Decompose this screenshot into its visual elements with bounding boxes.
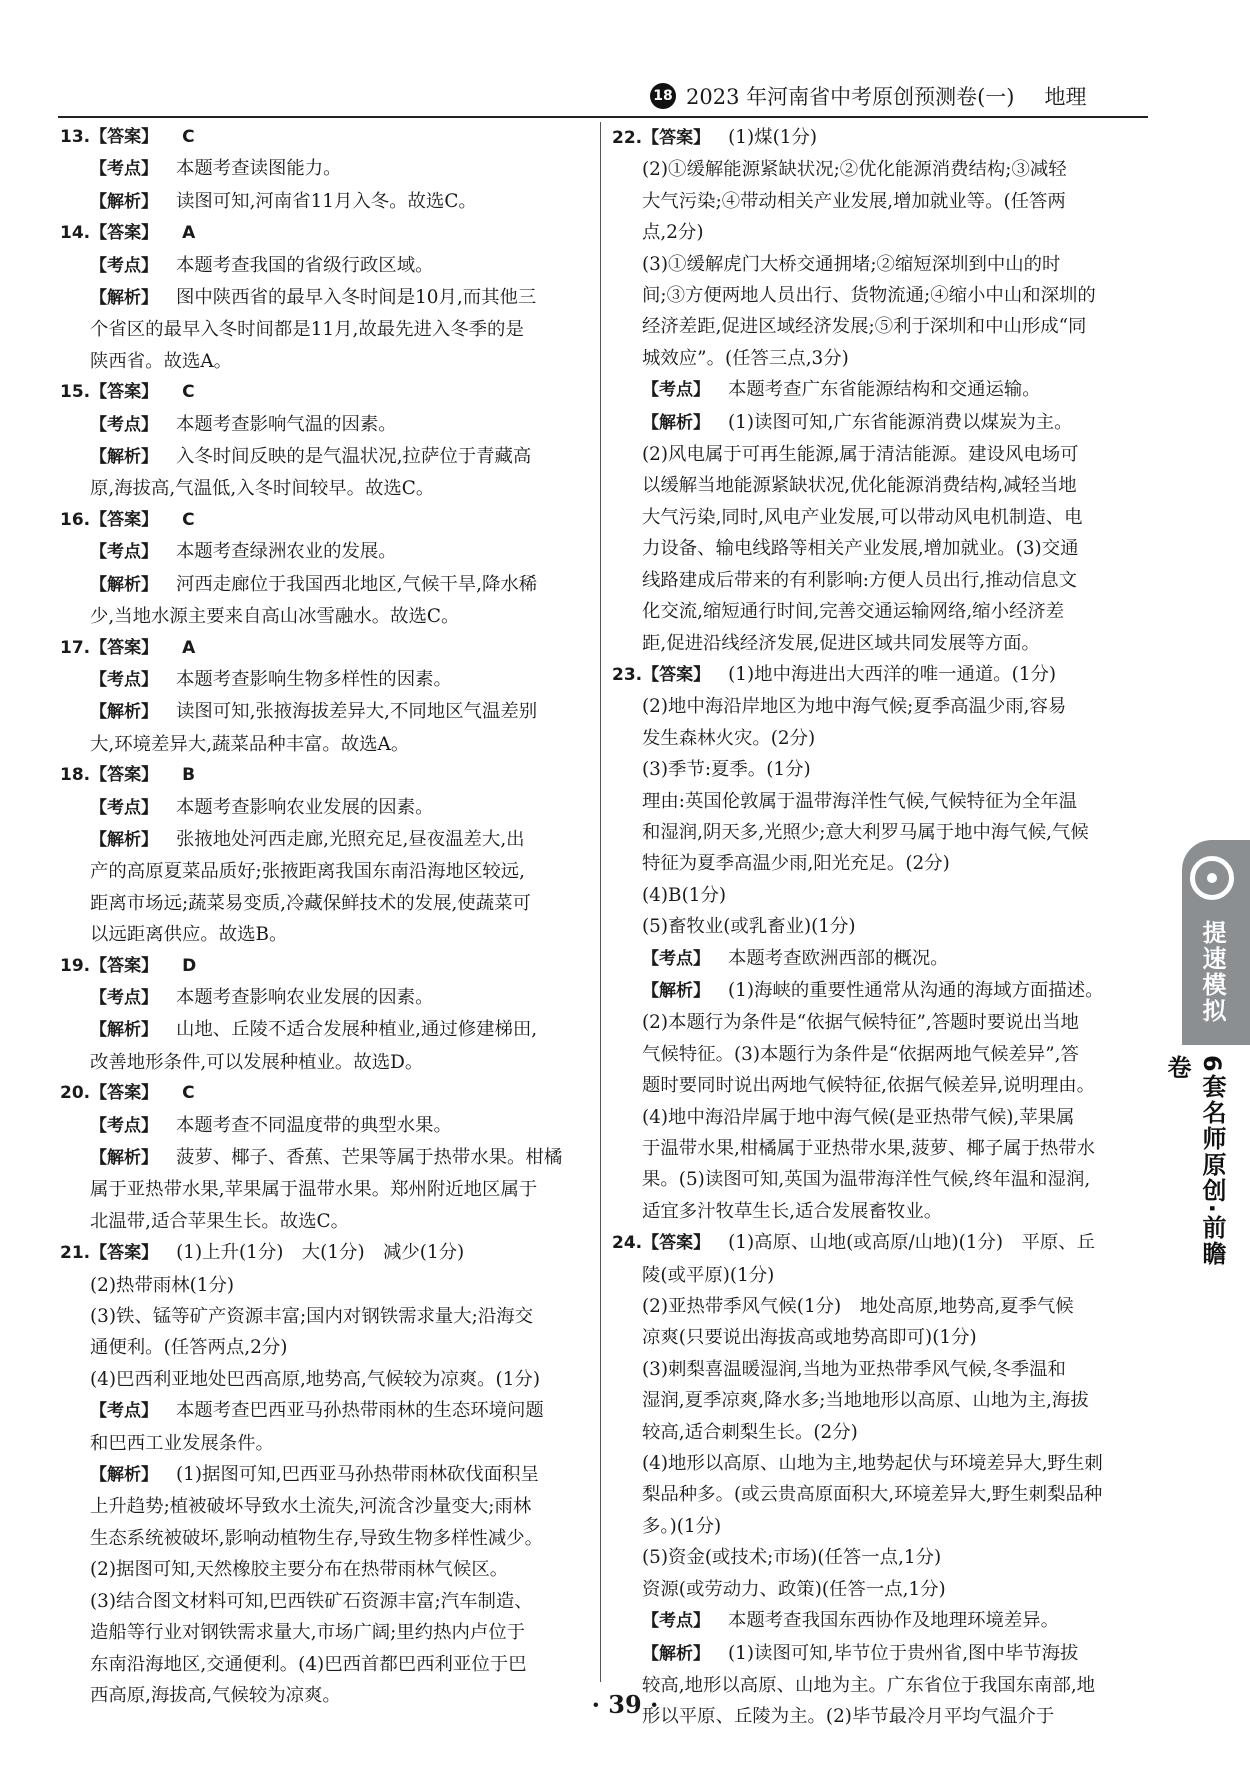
analysis-line: 少,当地水源主要来自高山冰雪融水。故选C。 [90,606,460,628]
answer-item [60,633,600,761]
point-row [60,982,600,1014]
answer-list-13-20 [60,122,600,1237]
analysis-text: 河西走廊位于我国西北地区,气候干旱,降水稀 [176,573,538,595]
point-text: 本题考查巴西亚马孙热带雨林的生态环境问题 [176,1400,544,1422]
text-line: 东南沿海地区,交通便利。(4)巴西首都巴西利亚位于巴 [90,1653,527,1675]
question-number: 24. [612,1233,643,1254]
side-tab-upper-text: 提速模拟 [1198,920,1226,1024]
text-line: 城效应”。(任答三点,3分) [642,347,849,369]
question-number: 20. [60,1083,91,1104]
analysis-text: 读图可知,河南省11月入冬。故选C。 [176,190,477,212]
answer-choice: D [182,955,197,976]
answer-label: 【答案】 [90,955,159,976]
analysis-label: 【解析】 [642,1643,710,1664]
answer-text: (1)煤(1分) [728,127,818,148]
answer-item [60,951,600,1079]
text-line: 梨品种多。(或云贵高原面积大,环境差异大,野生刺梨品种 [642,1484,1103,1506]
analysis-line: 改善地形条件,可以发展种植业。故选D。 [90,1051,424,1073]
analysis-line: 北温带,适合苹果生长。故选C。 [90,1210,349,1232]
point-label: 【考点】 [90,542,158,563]
analysis-row [60,1459,600,1491]
text-line: 造船等行业对钢铁需求量大,市场广阔;里约热内卢位于 [90,1622,526,1644]
text-line: 理由:英国伦敦属于温带海洋性气候,气候特征为全年温 [642,790,1078,812]
text-line: (3)结合图文材料可知,巴西铁矿石资源丰富;汽车制造、 [90,1590,533,1612]
point-label: 【考点】 [90,159,158,180]
point-text: 本题考查欧洲西部的概况。 [728,947,949,969]
answer-item [60,1078,600,1237]
text-line: 上升趋势;植被破坏导致水土流失,河流含沙量变大;雨林 [90,1496,532,1518]
analysis-label: 【解析】 [90,1148,158,1168]
text-line: 大气污染,同时,风电产业发展,可以带动风电机制造、电 [642,506,1083,528]
analysis-text: (1)海峡的重要性通常从沟通的海域方面描述。 [728,979,1104,1001]
question-number: 13. [60,127,91,147]
text-line: (3)铁、锰等矿产资源丰富;国内对钢铁需求量大;沿海交 [90,1306,534,1328]
text-line: 点,2分) [642,222,704,244]
text-line: (4)B(1分) [642,884,727,906]
answer-row [60,760,600,791]
analysis-row [60,824,600,856]
answer-choice: A [182,637,196,658]
question-number: 18. [60,765,91,786]
analysis-text: 山地、丘陵不适合发展种植业,通过修建梯田, [176,1019,538,1041]
analysis-text: 图中陕西省的最早入冬时间是10月,而其他三 [176,287,537,309]
point-label: 【考点】 [90,1401,158,1422]
text-line: (2)热带雨林(1分) [90,1274,235,1296]
text-line: 多。)(1分) [642,1515,722,1537]
analysis-row [60,1142,600,1174]
answer-item [60,122,600,218]
point-row [60,250,600,282]
point-label: 【考点】 [90,669,158,690]
analysis-text: (1)据图可知,巴西亚马孙热带雨林砍伐面积呈 [176,1464,539,1486]
analysis-lines [60,1491,600,1711]
question-number: 19. [60,955,91,976]
text-line: 题时要同时说出两地气候特征,依据气候差异,说明理由。 [642,1075,1096,1097]
text-line: 果。(5)读图可知,英国为温带海洋性气候,终年温和湿润, [642,1169,1091,1191]
text-line: 和巴西工业发展条件。 [90,1432,274,1454]
side-tab [1163,840,1250,1280]
header-title: 2023 年河南省中考原创预测卷(一) [686,85,1015,109]
analysis-label: 【解析】 [90,574,158,595]
text-line: 和湿润,阴天多,光照少;意大利罗马属于地中海气候,气候 [642,821,1089,843]
analysis-line: 原,海拔高,气温低,入冬时间较早。故选C。 [90,478,435,500]
text-line: (2)地中海沿岸地区为地中海气候;夏季高温少雨,容易 [642,696,1067,718]
point-row [60,664,600,696]
answer-label: 【答案】 [90,765,159,786]
text-line: (2)①缓解能源紧缺状况;②优化能源消费结构;③减轻 [642,159,1067,181]
analysis-lines [612,1007,1147,1227]
side-tab-upper [1182,840,1250,1045]
text-line: 大气污染;④带动相关产业发展,增加就业等。(任答两 [642,190,1066,212]
text-line: 适宜多汁牧草生长,适合发展畜牧业。 [642,1200,943,1222]
text-line: 发生森林火灾。(2分) [642,727,816,749]
answer-row [60,218,600,249]
point-row [60,409,600,441]
analysis-text: 张掖地处河西走廊,光照充足,昼夜温差大,出 [176,828,525,850]
text-line: 资源(或劳动力、政策)(任答一点,1分) [642,1578,946,1600]
answer-row [60,1078,600,1109]
point-label: 【考点】 [90,987,158,1008]
text-line: 湿润,夏季凉爽,降水多;当地地形以高原、山地为主,海拔 [642,1390,1089,1412]
page-header [650,78,1145,114]
question-21 [60,1237,600,1711]
answer-label: 【答案】 [90,382,159,403]
analysis-label: 【解析】 [642,412,710,433]
text-line: (3)季节:夏季。(1分) [642,759,811,781]
answer-text: (1)地中海进出大西洋的唯一通道。(1分) [728,663,1057,685]
text-line: (3)刺梨喜温暖湿润,当地为亚热带季风气候,冬季温和 [642,1358,1066,1380]
target-icon [1190,856,1234,900]
text-line: 距,促进沿线经济发展,促进区域共同发展等方面。 [642,632,1040,654]
answer-choice: C [182,509,195,530]
question-24 [612,1227,1147,1733]
page-number: · 39 · [591,1690,659,1719]
text-line: (5)畜牧业(或乳畜业)(1分) [642,916,856,938]
answer-choice: C [182,382,195,403]
point-text: 本题考查读图能力。 [176,158,342,180]
analysis-text: 菠萝、椰子、香蕉、芒果等属于热带水果。柑橘 [176,1147,563,1168]
answer-text: (1)上升(1分) 大(1分) 减少(1分) [176,1242,465,1264]
answer-label: 【答案】 [90,1243,159,1264]
analysis-row [60,1014,600,1046]
answer-choice: A [182,223,196,244]
point-text: 本题考查我国东西协作及地理环境差异。 [728,1610,1060,1632]
text-line: 以缓解当地能源紧缺状况,优化能源消费结构,减轻当地 [642,475,1077,497]
point-label: 【考点】 [642,380,710,401]
text-line: 力设备、输电线路等相关产业发展,增加就业。(3)交通 [642,538,1079,560]
answer-label: 【答案】 [90,1083,159,1104]
point-row [60,153,600,185]
answer-text: (1)高原、山地(或高原/山地)(1分) 平原、丘 [728,1232,1096,1254]
answer-item [60,505,600,633]
analysis-row [60,569,600,601]
analysis-label: 【解析】 [90,1465,158,1486]
answer-lines [612,1260,1147,1605]
point-row [612,943,1147,975]
text-line: 陵(或平原)(1分) [642,1264,775,1286]
point-lines [60,1428,600,1459]
analysis-label: 【解析】 [90,447,158,468]
header-rule [58,116,1148,118]
analysis-line: 以远距离供应。故选B。 [90,924,288,946]
header-subject: 地理 [1044,85,1087,109]
analysis-row [612,407,1147,439]
column-divider [600,122,601,1682]
answer-item [60,760,600,950]
analysis-line: 距离市场远;蔬菜易变质,冷藏保鲜技术的发展,使蔬菜可 [90,892,531,914]
answer-item [60,218,600,377]
analysis-lines [612,439,1147,659]
text-line: 气候特征。(3)本题行为条件是“依据两地气候差异”,答 [642,1043,1079,1065]
analysis-row [612,1638,1147,1670]
text-line: 生态系统被破坏,影响动植物生存,导致生物多样性减少。 [90,1527,544,1549]
text-line: (2)风电属于可再生能源,属于清洁能源。建设风电场可 [642,444,1079,466]
analysis-text: (1)读图可知,毕节位于贵州省,图中毕节海拔 [728,1642,1079,1664]
answer-label: 【答案】 [90,223,159,244]
question-number: 15. [60,382,91,403]
answer-label: 【答案】 [642,664,711,685]
point-text: 本题考查影响气温的因素。 [176,413,397,435]
question-23 [612,659,1147,1227]
question-number: 23. [612,664,643,685]
point-text: 本题考查不同温度带的典型水果。 [176,1114,452,1136]
text-line: (4)地中海沿岸属于地中海气候(是亚热带气候),苹果属 [642,1106,1075,1128]
analysis-line: 属于亚热带水果,苹果属于温带水果。郑州附近地区属于 [90,1179,538,1201]
answer-choice: C [182,127,195,147]
answer-lines [60,1270,600,1396]
answer-row [60,377,600,408]
answer-choice: B [182,765,196,786]
point-label: 【考点】 [90,414,158,435]
point-label: 【考点】 [642,948,710,969]
answer-row [612,659,1147,691]
question-number: 17. [60,637,91,658]
answer-lines [612,154,1147,374]
point-text: 本题考查影响生物多样性的因素。 [176,668,452,690]
point-row [612,1605,1147,1637]
answer-row [60,505,600,536]
analysis-row [60,282,600,314]
answer-row [60,122,600,153]
text-line: 经济差距,促进区域经济发展;⑤利于深圳和中山形成“同 [642,316,1087,338]
side-tab-lower-text: 6套名师原创·前瞻卷 [1163,1055,1226,1267]
left-column [60,122,600,1711]
answer-label: 【答案】 [90,127,159,147]
point-text: 本题考查广东省能源结构和交通运输。 [728,379,1041,401]
point-text: 本题考查影响农业发展的因素。 [176,986,434,1008]
question-number: 21. [60,1243,91,1264]
answer-lines [612,691,1147,942]
question-22 [612,122,1147,659]
analysis-label: 【解析】 [90,1020,158,1041]
point-row [60,1395,600,1427]
answer-choice: C [182,1083,195,1104]
answer-row [60,1237,600,1269]
text-line: 凉爽(只要说出海拔高或地势高即可)(1分) [642,1327,977,1349]
volume-badge: 18 [650,83,676,109]
text-line: (2)亚热带季风气候(1分) 地处高原,地势高,夏季气候 [642,1296,1074,1318]
text-line: 线路建成后带来的有利影响:方便人员出行,推动信息文 [642,569,1078,591]
point-label: 【考点】 [90,797,158,818]
analysis-line: 产的高原夏菜品质好;张掖距离我国东南沿海地区较远, [90,861,526,883]
text-line: 间;③方便两地人员出行、货物流通;④缩小中山和深圳的 [642,285,1096,307]
answer-label: 【答案】 [90,509,159,530]
analysis-text: 入冬时间反映的是气温状况,拉萨位于青藏高 [176,446,532,468]
point-text: 本题考查绿洲农业的发展。 [176,541,397,563]
answer-label: 【答案】 [642,128,711,148]
answer-row [60,633,600,664]
point-label: 【考点】 [642,1611,710,1632]
text-line: 通便利。(任答两点,2分) [90,1337,288,1359]
question-number: 14. [60,223,91,244]
text-line: (4)巴西利亚地处巴西高原,地势高,气候较为凉爽。(1分) [90,1368,540,1390]
analysis-label: 【解析】 [90,702,158,723]
analysis-row [60,186,600,218]
answer-row [60,951,600,982]
answer-item [60,377,600,505]
analysis-row [60,441,600,473]
text-line: 于温带水果,柑橘属于亚热带水果,菠萝、椰子属于热带水 [642,1138,1096,1159]
text-line: 西高原,海拔高,气候较为凉爽。 [90,1684,341,1706]
text-line: (2)据图可知,天然橡胶主要分布在热带雨林气候区。 [90,1559,509,1581]
point-text: 本题考查影响农业发展的因素。 [176,796,434,818]
text-line: 化交流,缩短通行时间,完善交通运输网络,缩小经济差 [642,601,1065,623]
answer-label: 【答案】 [90,637,159,658]
analysis-label: 【解析】 [90,288,158,309]
point-row [60,792,600,824]
text-line: 较高,地形以高原、山地为主。广东省位于我国东南部,地 [642,1674,1096,1696]
answer-row [612,122,1147,154]
analysis-line: 陕西省。故选A。 [90,350,233,372]
analysis-text: (1)读图可知,广东省能源消费以煤炭为主。 [728,411,1073,433]
analysis-line: 大,环境差异大,蔬菜品种丰富。故选A。 [90,733,410,755]
point-label: 【考点】 [90,255,158,276]
text-line: (3)①缓解虎门大桥交通拥堵;②缩短深圳到中山的时 [642,253,1061,275]
analysis-text: 读图可知,张掖海拔差异大,不同地区气温差别 [176,701,538,723]
analysis-label: 【解析】 [90,829,158,850]
analysis-label: 【解析】 [90,191,158,212]
text-line: (4)地形以高原、山地为主,地势起伏与环境差异大,野生刺 [642,1453,1103,1475]
point-row [60,1110,600,1142]
point-text: 本题考查我国的省级行政区域。 [176,254,434,276]
right-column [612,122,1147,1733]
text-line: (5)资金(或技术;市场)(任答一点,1分) [642,1547,942,1569]
analysis-label: 【解析】 [642,980,710,1001]
analysis-line: 个省区的最早入冬时间都是11月,故最先进入冬季的是 [90,319,524,341]
answer-label: 【答案】 [642,1233,711,1254]
text-line: 较高,适合刺梨生长。(2分) [642,1421,858,1443]
analysis-row [612,975,1147,1007]
point-row [60,536,600,568]
text-line: 形以平原、丘陵为主。(2)毕节最冷月平均气温介于 [642,1706,1055,1728]
text-line: 特征为夏季高温少雨,阳光充足。(2分) [642,853,950,875]
analysis-row [60,696,600,728]
question-number: 22. [612,128,643,148]
point-row [612,374,1147,406]
point-label: 【考点】 [90,1115,158,1136]
answer-row [612,1227,1147,1259]
text-line: (2)本题行为条件是“依据气候特征”,答题时要说出当地 [642,1012,1079,1034]
question-number: 16. [60,509,91,530]
